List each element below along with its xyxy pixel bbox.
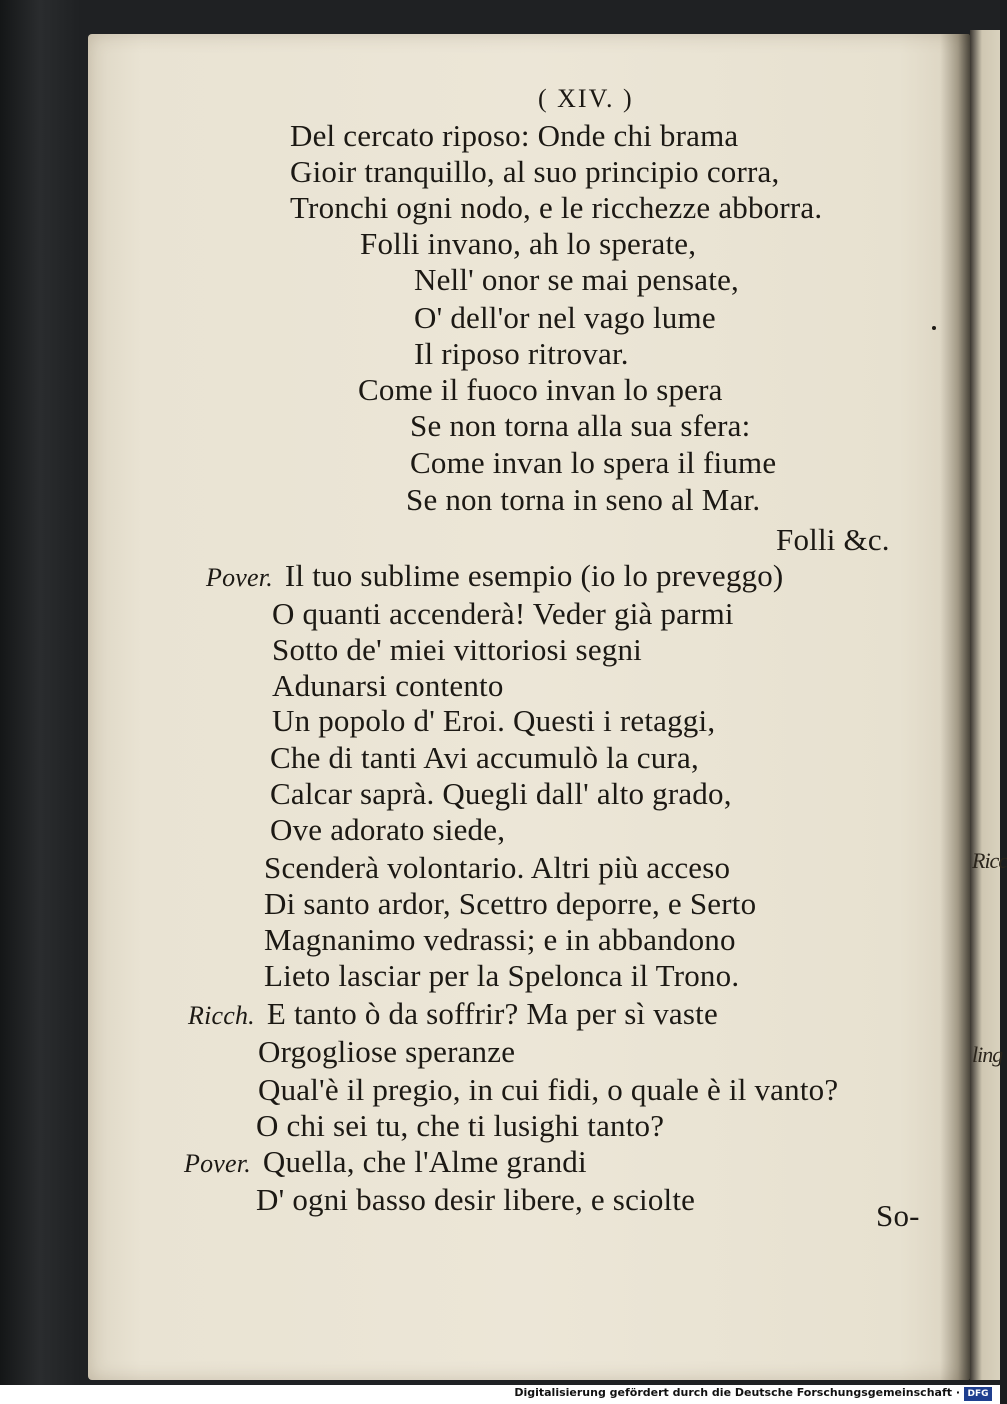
catchword: So- <box>876 1198 920 1233</box>
page-number-header: ( XIV. ) <box>538 84 634 113</box>
verse-line: O' dell'or nel vago lume <box>414 300 716 335</box>
verse-line: Il riposo ritrovar. <box>414 336 629 371</box>
speech-line: Di santo ardor, Scettro deporre, e Serto <box>264 886 757 921</box>
speech-line: Che di tanti Avi accumulò la cura, <box>270 740 699 775</box>
speech-line: Adunarsi contento <box>272 668 504 703</box>
page-gutter-shadow <box>940 34 970 1380</box>
speech-line: Sotto de' miei vittoriosi segni <box>272 632 642 667</box>
speech-line: Magnanimo vedrassi; e in abbandono <box>264 922 736 957</box>
verse-line: Tronchi ogni nodo, e le ricchezze abborra. <box>290 190 823 225</box>
verse-line: Gioir tranquillo, al suo principio corra, <box>290 154 780 189</box>
facing-page-edge <box>970 30 1007 1380</box>
speaker-label: Pover. <box>206 563 273 592</box>
speech-line: O quanti accenderà! Veder già parmi <box>272 596 734 631</box>
refrain-cue: Folli &c. <box>776 522 890 557</box>
verse-line: Come invan lo spera il fiume <box>410 445 777 480</box>
verse-line: Come il fuoco invan lo spera <box>358 372 723 407</box>
speech-line: D' ogni basso desir libere, e sciolte <box>256 1182 696 1217</box>
verse-line: Se non torna alla sua sfera: <box>410 408 751 443</box>
speech-line: Ricch. E tanto ò da soffrir? Ma per sì vaste <box>188 996 718 1031</box>
speech-line: Pover. Il tuo sublime esempio (io lo preveggo) <box>206 558 784 593</box>
speech-line: O chi sei tu, che ti lusighi tanto? <box>256 1108 665 1143</box>
speech-line: Scenderà volontario. Altri più acceso <box>264 850 731 885</box>
speech-line: Orgogliose speranze <box>258 1034 516 1069</box>
verse-line: Folli invano, ah lo sperate, <box>360 226 697 261</box>
speech-line: Un popolo d' Eroi. Questi i retaggi, <box>272 703 716 738</box>
facing-page-fragment: Ricc <box>972 848 1007 873</box>
speech-line: Calcar saprà. Quegli dall' alto grado, <box>270 776 732 811</box>
speaker-label: Pover. <box>184 1149 251 1178</box>
speech-line: Ove adorato siede, <box>270 812 506 847</box>
speech-line: Lieto lasciar per la Spelonca il Trono. <box>264 958 740 993</box>
ink-speck <box>932 326 936 330</box>
verse-line: Nell' onor se mai pensate, <box>414 262 739 297</box>
verse-line: Se non torna in seno al Mar. <box>406 482 761 517</box>
speech-line: Qual'è il pregio, in cui fidi, o quale è il vanto? <box>258 1072 839 1107</box>
footer-credit: Digitalisierung gefördert durch die Deutsche Forschungsgemeinschaft · <box>514 1386 960 1399</box>
digitization-footer <box>0 1385 1000 1404</box>
speech-line: Pover. Quella, che l'Alme grandi <box>184 1144 587 1179</box>
dfg-logo-icon: DFG <box>964 1387 992 1401</box>
facing-page-fragment: ling <box>972 1042 1003 1067</box>
verse-line: Del cercato riposo: Onde chi brama <box>290 118 739 153</box>
speaker-label: Ricch. <box>188 1001 255 1030</box>
